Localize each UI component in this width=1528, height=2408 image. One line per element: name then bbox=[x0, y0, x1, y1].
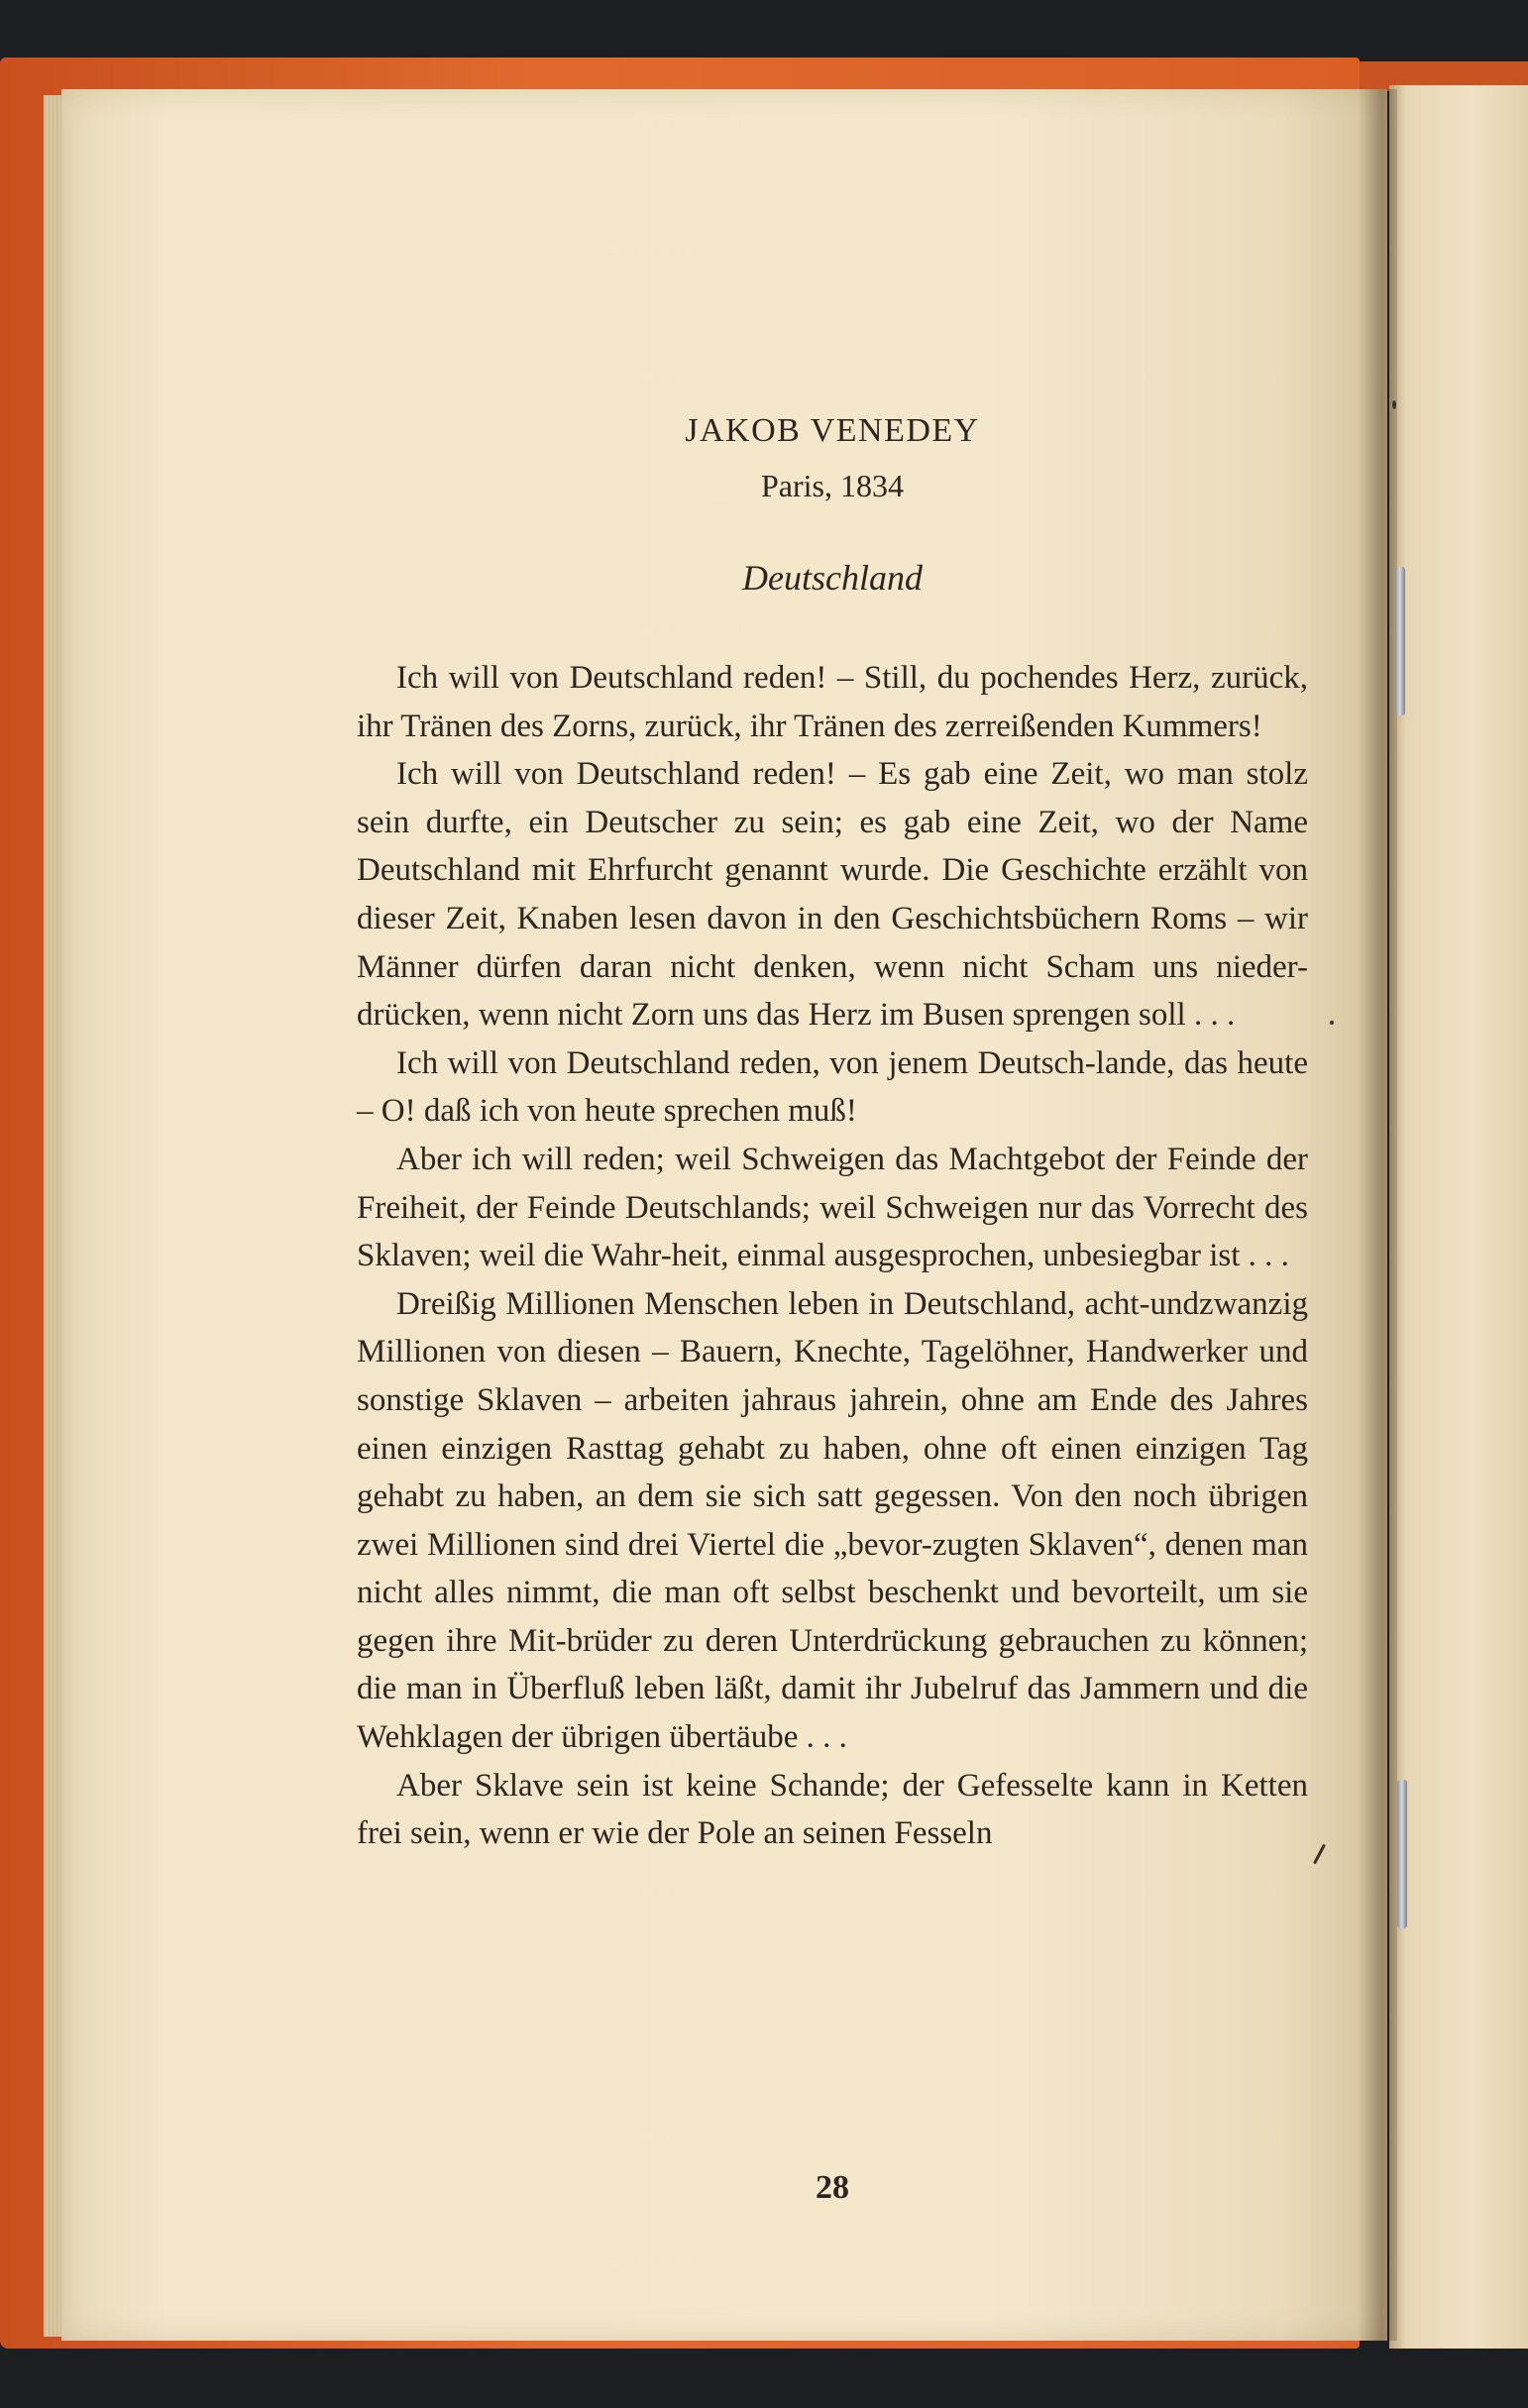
facing-page-edge bbox=[1389, 85, 1528, 2349]
paragraph: Dreißig Millionen Menschen leben in Deutschland, acht-undzwanzig Millionen von diesen – Bauern, Knechte, Tagelöhner, Handwerker und sonstige Sklaven – arbeiten jahraus jahrein, ohne am Ende des Jahres einen einzigen Rasttag gehabt zu haben, ohne oft einen einzigen Tag gehabt zu haben, an dem sie sich satt gegessen. Von den noch übrigen zwei Millionen sind drei Viertel die „bevor-zugten Sklaven“, denen man nicht alles nimmt, die man oft selbst beschenkt und bevorteilt, um sie gegen ihre Mit-brüder zu deren Unterdrückung gebrauchen zu können; die man in Überfluß leben läßt, damit ihr Jubelruf das Jammern und die Wehklagen der übrigen übertäube . . . bbox=[357, 1285, 1308, 1756]
author-heading: JAKOB VENEDEY bbox=[685, 412, 980, 449]
gutter-shadow bbox=[1358, 89, 1397, 2341]
binding-staple bbox=[1397, 1780, 1407, 1928]
paragraph: Ich will von Deutschland reden! – Es gab eine Zeit, wo man stolz sein durfte, ein Deutscher zu sein; es gab eine Zeit, wo der Name Deutschland mit Ehrfurcht genannt wurde. Die Geschichte erzählt von dieser Zeit, Knaben lesen davon in den Geschichtsbüchern Roms – wir Männer dürfen daran nicht denken, wenn nicht Scham uns nieder-drücken, wenn nicht Zorn uns das Herz im Busen sprengen soll . . . bbox=[357, 756, 1308, 1034]
paragraph: Ich will von Deutschland reden! – Still, du pochendes Herz, zurück, ihr Tränen des Zorns, zurück, ihr Tränen des zerreißenden Kummers! bbox=[357, 660, 1308, 744]
chapter-title: Deutschland bbox=[742, 558, 923, 598]
paragraph: Aber Sklave sein ist keine Schande; der Gefesselte kann in Ketten frei sein, wenn er wie der Pole an seinen Fesseln bbox=[357, 1767, 1308, 1852]
paragraph: Ich will von Deutschland reden, von jenem Deutsch-lande, das heute – O! daß ich von heute sprechen muß! bbox=[357, 1044, 1308, 1130]
page-stack-edge bbox=[44, 95, 63, 2337]
binding-staple bbox=[1395, 567, 1405, 715]
paper-speck bbox=[1392, 400, 1396, 409]
place-date: Paris, 1834 bbox=[761, 468, 904, 503]
page-content bbox=[357, 408, 1308, 2206]
paragraph: Aber ich will reden; weil Schweigen das Machtgebot der Feinde der Freiheit, der Feinde Deutschlands; weil Schweigen nur das Vorrecht des Sklaven; weil die Wahr-heit, einmal ausgesprochen, unbesiegbar ist . . . bbox=[357, 1141, 1308, 1274]
page-number: 28 bbox=[816, 2169, 849, 2206]
book-page bbox=[61, 89, 1387, 2341]
paper-speck bbox=[1330, 1021, 1334, 1025]
body-text bbox=[357, 654, 1308, 1858]
